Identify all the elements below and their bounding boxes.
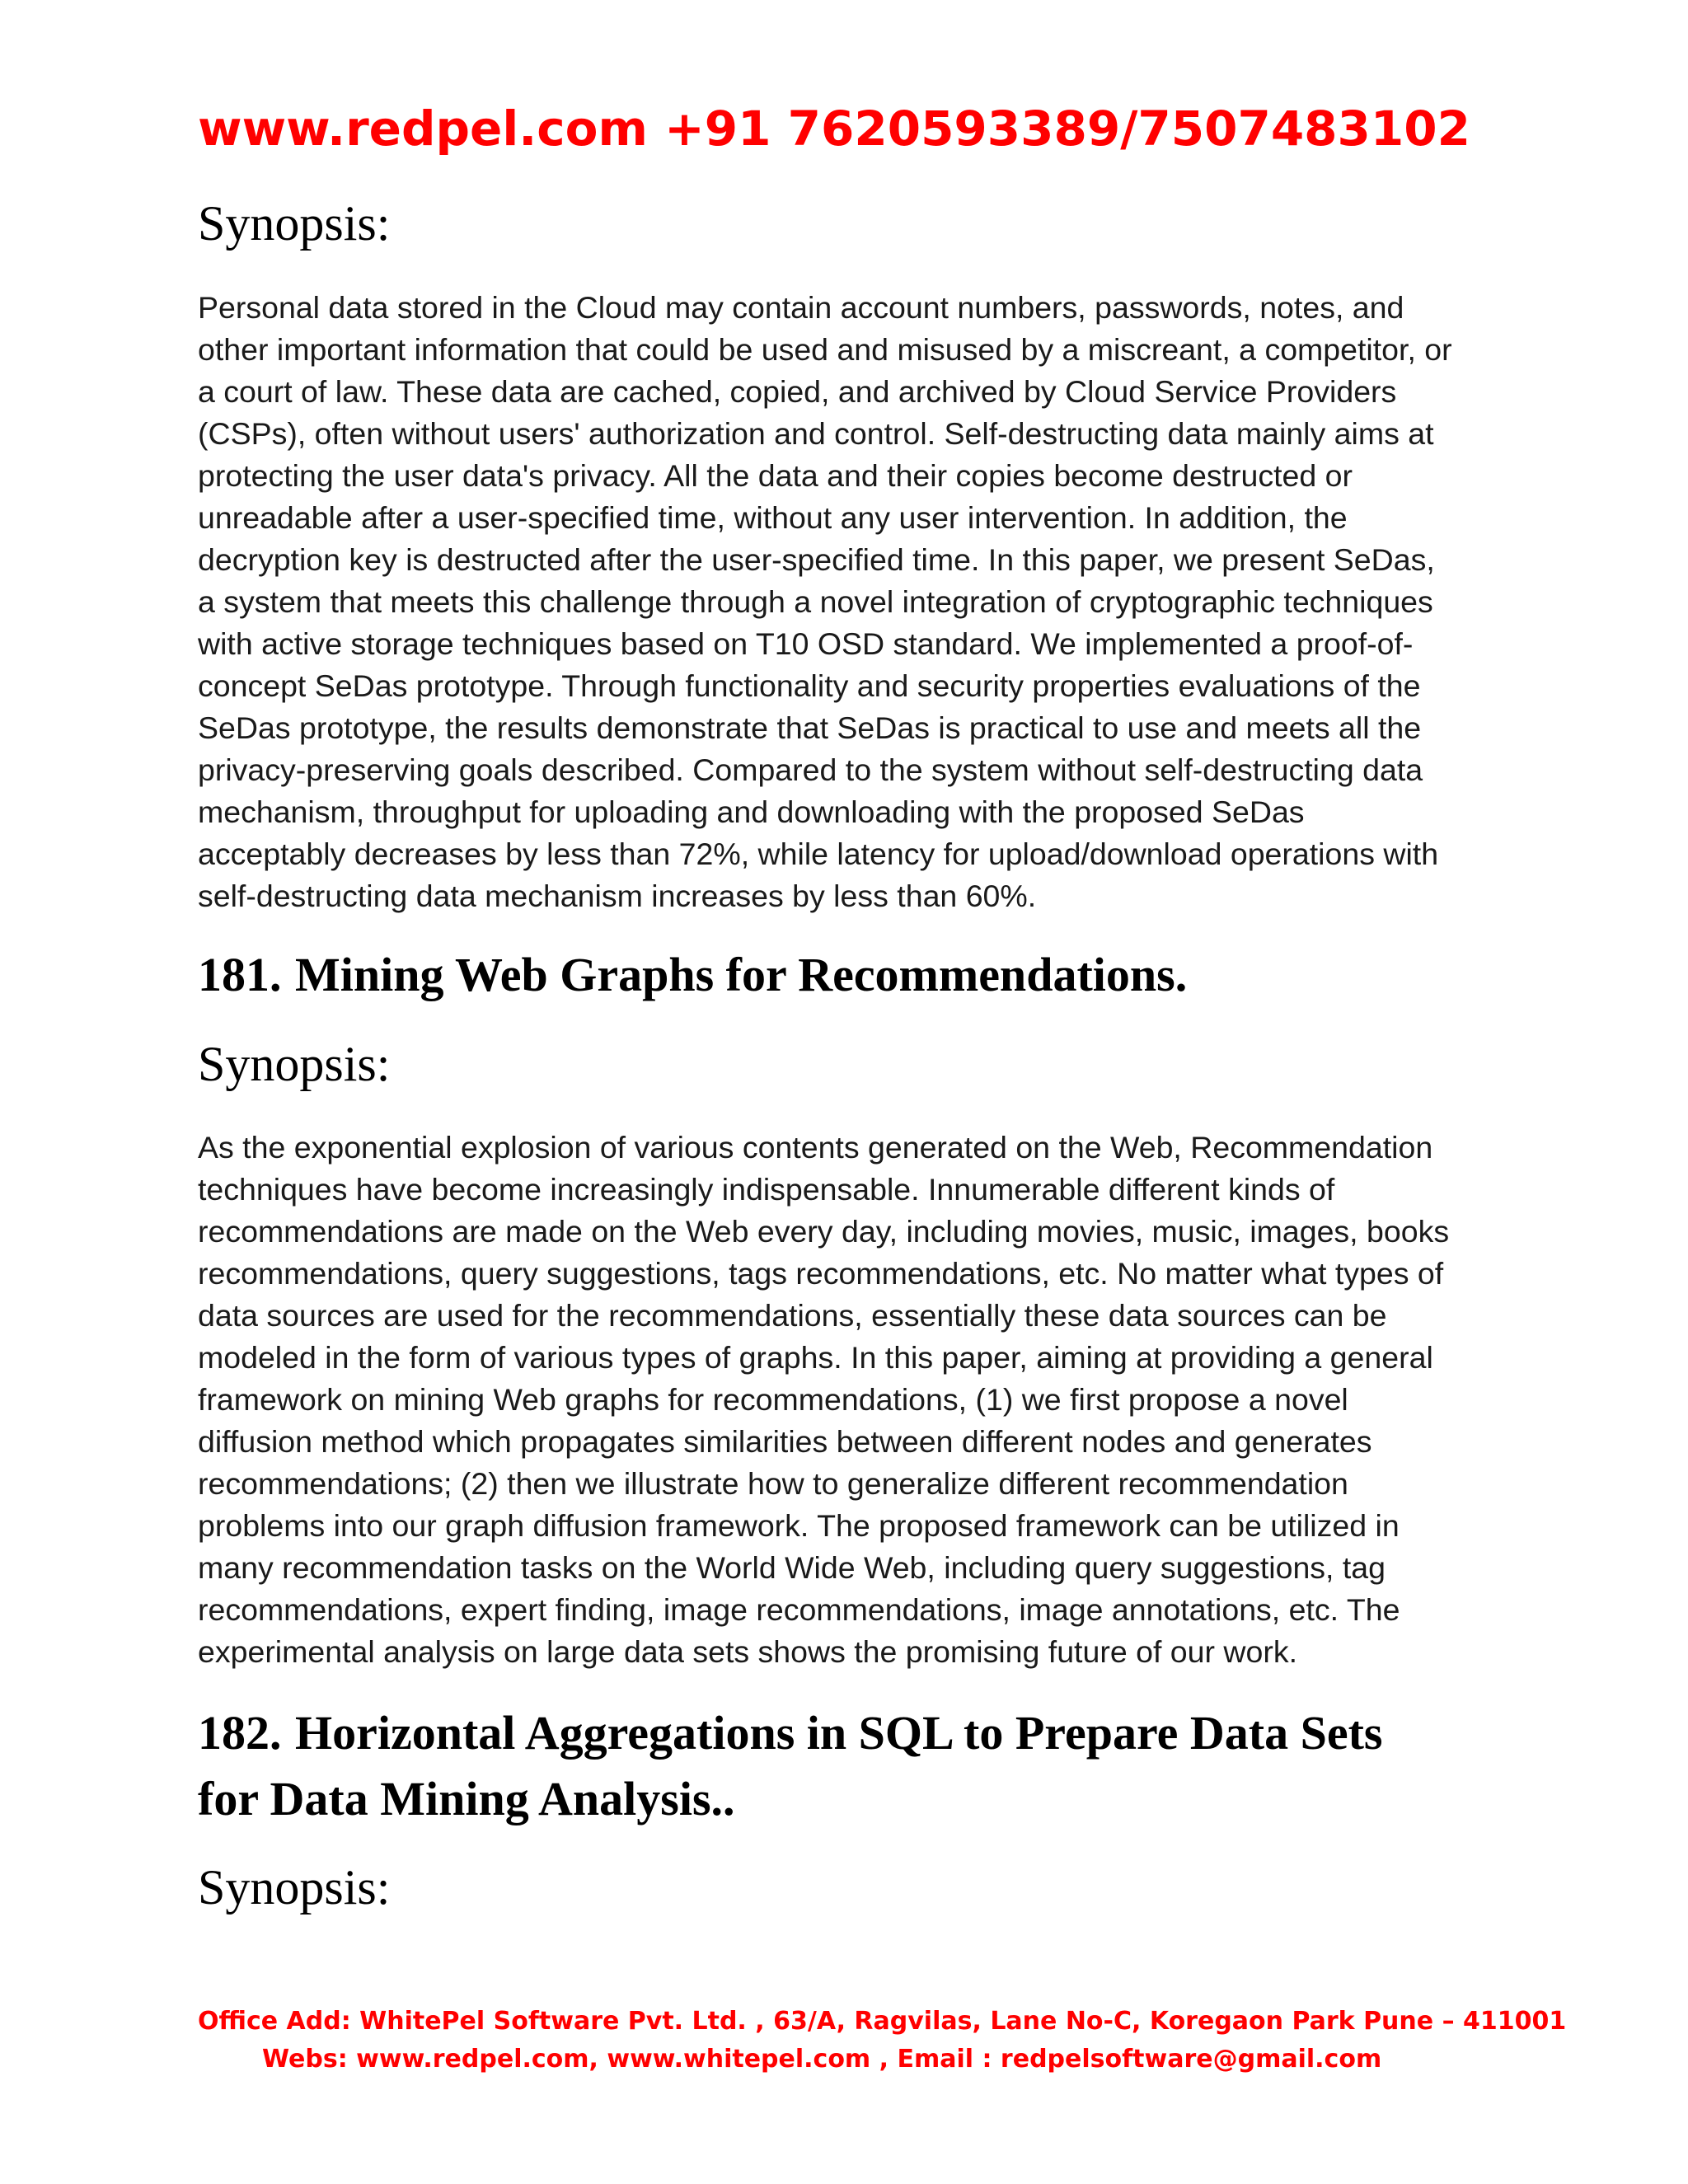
heading-line: for Data Mining Analysis..	[198, 1772, 735, 1825]
text-line: (CSPs), often without users' authorization and control. Self-destructing data mainly aims at	[198, 416, 1434, 451]
text-line: recommendations; (2) then we illustrate how to generalize different recommendation	[198, 1466, 1348, 1501]
text-line: Personal data stored in the Cloud may contain account numbers, passwords, notes, and	[198, 290, 1404, 325]
heading-line	[198, 942, 1533, 1008]
text-line: decryption key is destructed after the user-specified time. In this paper, we present SeDas,	[198, 542, 1435, 577]
synopsis-label: Synopsis:	[198, 1037, 391, 1091]
synopsis-label: Synopsis:	[198, 1860, 391, 1915]
text-line: a court of law. These data are cached, copied, and archived by Cloud Service Providers	[198, 374, 1397, 409]
footer-webs: Webs: www.redpel.com, www.whitepel.com , Email : redpelsoftware@gmail.com	[262, 2045, 1382, 2074]
section-heading-182	[198, 1700, 1533, 1832]
section-number: 182.	[198, 1706, 282, 1760]
text-line: other important information that could be used and misused by a miscreant, a competitor, or	[198, 332, 1452, 367]
section-title: Horizontal Aggregations in SQL to Prepare Data Sets	[295, 1706, 1383, 1760]
text-line: mechanism, throughput for uploading and downloading with the proposed SeDas	[198, 794, 1305, 829]
header-contact: www.redpel.com +91 7620593389/7507483102	[198, 101, 1470, 157]
text-line: a system that meets this challenge through a novel integration of cryptographic techniques	[198, 584, 1433, 619]
text-line: framework on mining Web graphs for recommendations, (1) we first propose a novel	[198, 1382, 1348, 1417]
text-line: diffusion method which propagates similarities between different nodes and generates	[198, 1424, 1372, 1459]
footer-address: Office Add: WhitePel Software Pvt. Ltd. , 63/A, Ragvilas, Lane No-C, Koregaon Park Pune – 411001	[198, 2007, 1567, 2036]
section-heading-181	[198, 942, 1533, 1008]
text-line: recommendations, query suggestions, tags recommendations, etc. No matter what types of	[198, 1256, 1444, 1291]
section-number: 181.	[198, 948, 282, 1001]
synopsis-text-web-graphs	[198, 1127, 1517, 1673]
page-footer	[0, 2003, 1688, 2079]
text-line: protecting the user data's privacy. All the data and their copies become destructed or	[198, 458, 1353, 493]
heading-line	[198, 1700, 1533, 1766]
section-title: Mining Web Graphs for Recommendations.	[295, 948, 1188, 1001]
text-line: techniques have become increasingly indispensable. Innumerable different kinds of	[198, 1172, 1335, 1207]
text-line: SeDas prototype, the results demonstrate that SeDas is practical to use and meets all the	[198, 710, 1422, 745]
text-line: experimental analysis on large data sets shows the promising future of our work.	[198, 1634, 1297, 1669]
text-line: data sources are used for the recommendations, essentially these data sources can be	[198, 1298, 1387, 1333]
synopsis-label: Synopsis:	[198, 196, 391, 251]
text-line: unreadable after a user-specified time, without any user intervention. In addition, the	[198, 500, 1348, 535]
text-line: many recommendation tasks on the World Wide Web, including query suggestions, tag	[198, 1550, 1386, 1585]
text-line: self-destructing data mechanism increases by less than 60%.	[198, 879, 1037, 913]
text-line: problems into our graph diffusion framework. The proposed framework can be utilized in	[198, 1508, 1400, 1543]
text-line: As the exponential explosion of various contents generated on the Web, Recommendation	[198, 1130, 1433, 1165]
text-line: recommendations are made on the Web every day, including movies, music, images, books	[198, 1214, 1450, 1249]
synopsis-text-sedas	[198, 287, 1517, 917]
text-line: modeled in the form of various types of graphs. In this paper, aiming at providing a general	[198, 1340, 1433, 1375]
text-line: concept SeDas prototype. Through functionality and security properties evaluations of the	[198, 668, 1421, 703]
text-line: recommendations, expert finding, image recommendations, image annotations, etc. The	[198, 1592, 1400, 1627]
text-line: with active storage techniques based on T10 OSD standard. We implemented a proof-of-	[198, 626, 1414, 661]
text-line: acceptably decreases by less than 72%, while latency for upload/download operations with	[198, 837, 1439, 871]
text-line: privacy-preserving goals described. Compared to the system without self-destructing data	[198, 752, 1423, 787]
